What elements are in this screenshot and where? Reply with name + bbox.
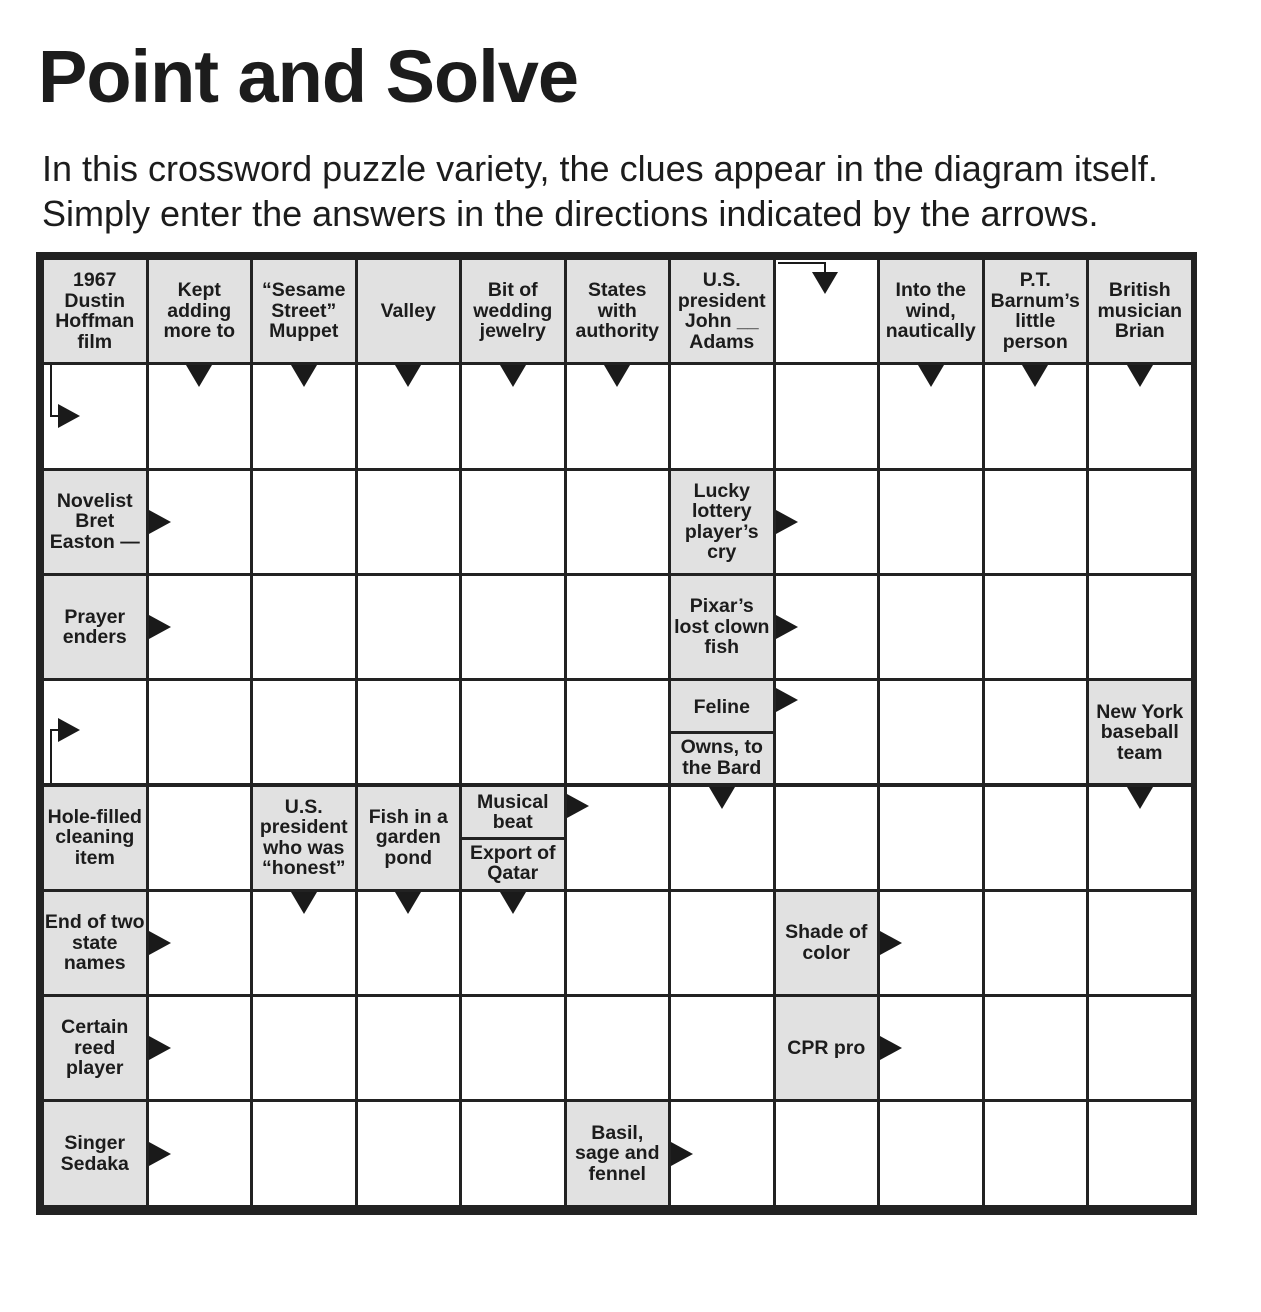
answer-cell[interactable] [358,576,460,678]
down-arrow-icon [709,787,735,809]
clue-text: Feline [693,695,750,718]
clue-text: Fish in a garden pond [368,805,448,869]
answer-cell[interactable] [985,892,1087,994]
clue-cell [44,787,146,889]
puzzle-instructions [42,146,1242,236]
clue-text: States with authority [575,279,659,343]
answer-cell[interactable] [880,681,982,783]
crossword-grid [36,252,1197,1215]
answer-cell[interactable] [567,681,669,783]
down-arrow-icon [395,892,421,914]
right-arrow-icon [880,1036,902,1060]
clue-cell [776,997,878,1099]
answer-cell[interactable] [253,576,355,678]
down-arrow-icon [291,365,317,387]
clue-cell [671,471,773,573]
answer-cell[interactable] [671,997,773,1099]
answer-cell[interactable] [776,787,878,889]
clue-text: U.S. president who was “honest” [259,795,348,880]
clue-text: Lucky lottery player’s cry [684,479,759,564]
answer-cell[interactable] [1089,471,1191,573]
right-arrow-icon [149,510,171,534]
answer-cell[interactable] [880,1102,982,1204]
down-arrow-icon [186,365,212,387]
answer-cell[interactable] [567,471,669,573]
down-arrow-icon [500,365,526,387]
clue-cell [44,471,146,573]
right-arrow-icon [776,510,798,534]
clue-text: Pixar’s lost clown fish [674,595,770,659]
answer-cell[interactable] [253,471,355,573]
clue-cell [671,260,773,362]
down-arrow-icon [918,365,944,387]
answer-cell[interactable] [253,1102,355,1204]
clue-text: P.T. Barnum’s little person [990,269,1080,353]
clue-cell [567,1102,669,1204]
answer-cell[interactable] [671,892,773,994]
answer-cell[interactable] [985,1102,1087,1204]
answer-cell[interactable] [253,997,355,1099]
down-arrow-icon [1022,365,1048,387]
clue-text: Export of Qatar [469,841,556,885]
answer-cell[interactable] [671,365,773,467]
clue-cell [671,681,773,783]
down-arrow-icon [395,365,421,387]
clue-text: Valley [380,299,436,322]
clue-cell [44,576,146,678]
right-arrow-icon [58,404,80,428]
clue-cell [567,260,669,362]
answer-cell[interactable] [567,576,669,678]
right-arrow-icon [149,615,171,639]
answer-cell[interactable] [880,576,982,678]
right-arrow-icon [149,1036,171,1060]
clue-cell [462,260,564,362]
clue-text: Kept adding more to [163,279,235,343]
instructions-line-2: Simply enter the answers in the directions indicated by the arrows. [42,193,1099,234]
clue-text: Into the wind, nautically [885,279,976,343]
clue-text: Singer Sedaka [60,1132,129,1175]
clue-text: British musician Brian [1097,279,1183,343]
answer-cell[interactable] [776,1102,878,1204]
clue-text: Hole-filled cleaning item [47,805,142,869]
clue-divider [462,837,564,840]
right-arrow-icon [567,794,589,818]
clue-cell [1089,260,1191,362]
clue-cell [44,892,146,994]
clue-text: Basil, sage and fennel [574,1121,660,1185]
answer-cell[interactable] [358,471,460,573]
right-arrow-icon [880,931,902,955]
puzzle-title: Point and Solve [38,35,579,118]
clue-cell [149,260,251,362]
answer-cell[interactable] [1089,892,1191,994]
clue-text: Novelist Bret Easton — [49,489,140,553]
right-arrow-icon [58,718,80,742]
down-arrow-icon [291,892,317,914]
clue-cell [880,260,982,362]
clue-cell [253,260,355,362]
clue-text: Bit of wedding jewelry [473,279,553,343]
right-arrow-icon [776,615,798,639]
answer-cell[interactable] [776,365,878,467]
answer-cell[interactable] [985,681,1087,783]
answer-cell[interactable] [567,892,669,994]
answer-cell[interactable] [358,997,460,1099]
clue-cell [44,997,146,1099]
clue-text: Prayer enders [62,605,127,649]
answer-cell[interactable] [880,787,982,889]
clue-cell [985,260,1087,362]
answer-cell[interactable] [1089,576,1191,678]
answer-cell[interactable] [462,997,564,1099]
right-arrow-icon [671,1142,693,1166]
right-arrow-icon [149,1142,171,1166]
answer-cell[interactable] [985,787,1087,889]
answer-cell[interactable] [462,471,564,573]
answer-cell[interactable] [985,471,1087,573]
clue-text: Shade of color [785,921,868,964]
down-arrow-icon [1127,365,1153,387]
clue-divider [671,731,773,734]
clue-text: CPR pro [787,1036,866,1059]
instructions-line-1: In this crossword puzzle variety, the clues appear in the diagram itself. [42,148,1158,189]
clue-text: U.S. president John __ Adams [677,269,766,353]
answer-cell[interactable] [462,576,564,678]
clue-text: Owns, to the Bard [680,736,763,779]
clue-text: Certain reed player [61,1016,129,1080]
clue-cell [462,787,564,889]
answer-cell[interactable] [880,471,982,573]
arrow-stem [50,729,52,783]
answer-cell[interactable] [149,681,251,783]
answer-cell[interactable] [253,681,355,783]
clue-cell [776,892,878,994]
down-arrow-icon [500,892,526,914]
down-arrow-icon [604,365,630,387]
clue-cell [671,576,773,678]
clue-text: End of two state names [44,911,145,975]
clue-cell [358,787,460,889]
clue-cell [358,260,460,362]
arrow-stem [50,365,52,417]
clue-cell [44,1102,146,1204]
down-arrow-icon [1127,787,1153,809]
down-arrow-icon [812,272,838,294]
answer-cell[interactable] [567,997,669,1099]
answer-cell[interactable] [1089,1102,1191,1204]
right-arrow-icon [776,688,798,712]
arrow-stem [778,262,826,264]
clue-cell [44,260,146,362]
clue-text: 1967 Dustin Hoffman film [55,269,135,353]
answer-cell[interactable] [462,681,564,783]
clue-text: New York baseball team [1096,700,1184,764]
right-arrow-icon [149,931,171,955]
clue-text: Musical beat [476,790,549,834]
answer-cell[interactable] [985,576,1087,678]
answer-cell[interactable] [149,787,251,889]
answer-cell[interactable] [358,681,460,783]
clue-cell [1089,681,1191,783]
answer-cell[interactable] [1089,997,1191,1099]
answer-cell[interactable] [462,1102,564,1204]
clue-cell [253,787,355,889]
answer-cell[interactable] [358,1102,460,1204]
clue-text: “Sesame Street” Muppet [262,279,346,343]
answer-cell[interactable] [985,997,1087,1099]
